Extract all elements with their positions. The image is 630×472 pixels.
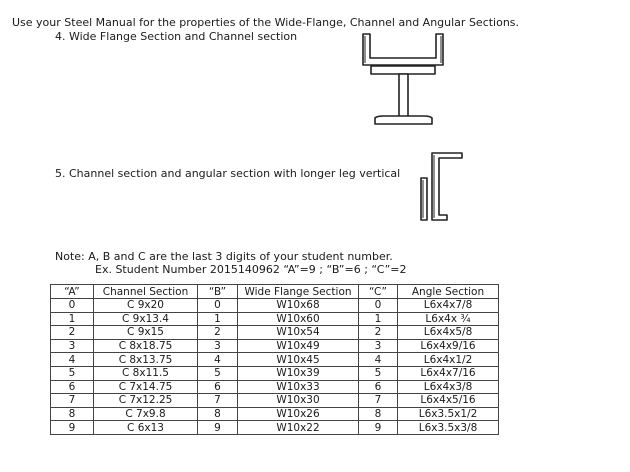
cell-a: 3: [51, 339, 94, 353]
cell-c: 1: [359, 312, 398, 326]
cell-c: 3: [359, 339, 398, 353]
cell-a: 5: [51, 366, 94, 380]
wide-flange-channel-figure: [355, 30, 455, 130]
channel-angle-figure: [416, 150, 466, 230]
cell-wide-flange: W10x45: [238, 353, 359, 367]
cell-wide-flange: W10x33: [238, 380, 359, 394]
cell-a: 4: [51, 353, 94, 367]
instructions-text: Use your Steel Manual for the properties of the Wide-Flange, Channel and Angular Sections.: [12, 16, 520, 29]
section-selection-table: [50, 284, 499, 435]
table-row: [51, 326, 499, 340]
cell-wide-flange: W10x22: [238, 421, 359, 435]
cell-b: 5: [198, 366, 238, 380]
header-angle-section: Angle Section: [398, 285, 499, 299]
cell-b: 1: [198, 312, 238, 326]
cell-channel: C 9x20: [94, 299, 198, 313]
cell-b: 6: [198, 380, 238, 394]
header-c: “C”: [359, 285, 398, 299]
cell-angle: L6x4x9/16: [398, 339, 499, 353]
note-text: Note: A, B and C are the last 3 digits of your student number.: [55, 250, 393, 263]
cell-a: 6: [51, 380, 94, 394]
cell-angle: L6x4x ¾: [398, 312, 499, 326]
cell-b: 9: [198, 421, 238, 435]
cell-channel: C 7x9.8: [94, 407, 198, 421]
header-channel-section: Channel Section: [94, 285, 198, 299]
table-row: [51, 353, 499, 367]
cell-channel: C 9x15: [94, 326, 198, 340]
cell-b: 4: [198, 353, 238, 367]
cell-wide-flange: W10x49: [238, 339, 359, 353]
cell-wide-flange: W10x68: [238, 299, 359, 313]
cell-a: 1: [51, 312, 94, 326]
question-4-title: 4. Wide Flange Section and Channel section: [55, 30, 298, 43]
cell-b: 2: [198, 326, 238, 340]
table-row: [51, 312, 499, 326]
example-text: Ex. Student Number 2015140962 “A”=9 ; “B”=6 ; “C”=2: [95, 263, 407, 276]
cell-channel: C 7x14.75: [94, 380, 198, 394]
cell-a: 0: [51, 299, 94, 313]
table-row: [51, 421, 499, 435]
cell-c: 6: [359, 380, 398, 394]
cell-channel: C 8x18.75: [94, 339, 198, 353]
cell-c: 0: [359, 299, 398, 313]
cell-a: 9: [51, 421, 94, 435]
cell-a: 2: [51, 326, 94, 340]
cell-c: 9: [359, 421, 398, 435]
header-b: “B”: [198, 285, 238, 299]
cell-angle: L6x4x7/16: [398, 366, 499, 380]
cell-b: 8: [198, 407, 238, 421]
cell-wide-flange: W10x26: [238, 407, 359, 421]
cell-channel: C 8x13.75: [94, 353, 198, 367]
cell-wide-flange: W10x54: [238, 326, 359, 340]
table-row: [51, 380, 499, 394]
table-row: [51, 394, 499, 408]
cell-c: 8: [359, 407, 398, 421]
cell-b: 3: [198, 339, 238, 353]
table-header-row: [51, 285, 499, 299]
cell-angle: L6x4x7/8: [398, 299, 499, 313]
question-5-title: 5. Channel section and angular section with longer leg vertical: [55, 167, 401, 180]
table-row: [51, 407, 499, 421]
cell-angle: L6x3.5x1/2: [398, 407, 499, 421]
cell-a: 8: [51, 407, 94, 421]
cell-wide-flange: W10x30: [238, 394, 359, 408]
cell-b: 0: [198, 299, 238, 313]
cell-c: 4: [359, 353, 398, 367]
cell-channel: C 9x13.4: [94, 312, 198, 326]
table-row: [51, 339, 499, 353]
cell-a: 7: [51, 394, 94, 408]
cell-angle: L6x3.5x3/8: [398, 421, 499, 435]
table-row: [51, 299, 499, 313]
cell-angle: L6x4x5/8: [398, 326, 499, 340]
cell-channel: C 6x13: [94, 421, 198, 435]
table-row: [51, 366, 499, 380]
cell-c: 7: [359, 394, 398, 408]
cell-wide-flange: W10x39: [238, 366, 359, 380]
header-wide-flange-section: Wide Flange Section: [238, 285, 359, 299]
cell-angle: L6x4x5/16: [398, 394, 499, 408]
header-a: “A”: [51, 285, 94, 299]
cell-b: 7: [198, 394, 238, 408]
cell-wide-flange: W10x60: [238, 312, 359, 326]
cell-c: 2: [359, 326, 398, 340]
cell-angle: L6x4x1/2: [398, 353, 499, 367]
cell-channel: C 7x12.25: [94, 394, 198, 408]
cell-angle: L6x4x3/8: [398, 380, 499, 394]
cell-channel: C 8x11.5: [94, 366, 198, 380]
cell-c: 5: [359, 366, 398, 380]
